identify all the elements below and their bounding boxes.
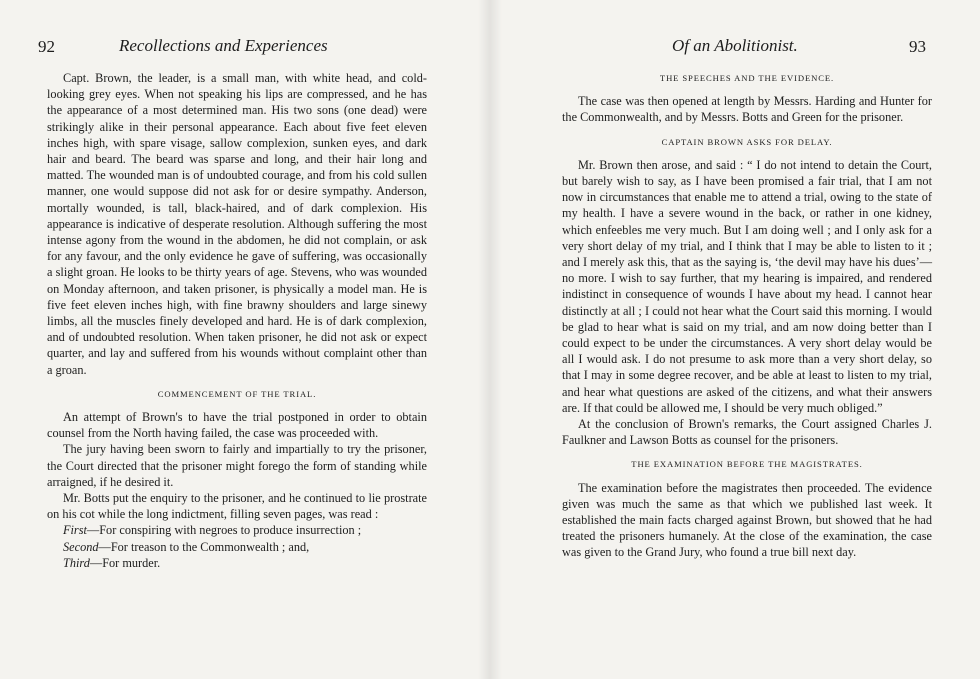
paragraph-jury-sworn: The jury having been sworn to fairly and impartially to try the prisoner, the Court directed that the prisoner might forego the form of standing while arraigned, if he desired it. <box>47 442 427 489</box>
page-number-right: 93 <box>909 37 926 56</box>
paragraph-trial-postponed: An attempt of Brown's to have the trial postponed in order to obtain counsel from the North having failed, the case was proceeded with. <box>47 410 427 441</box>
section-heading-speeches: THE SPEECHES AND THE EVIDENCE. <box>659 73 835 83</box>
charge-item <box>47 522 427 538</box>
right-page <box>490 0 980 679</box>
paragraph-indictment-read: Mr. Botts put the enquiry to the prisoner, and he continued to lie prostrate on his cot while the long indictment, filling seven pages, was read : <box>47 491 427 522</box>
running-title-right: Of an Abolitionist. <box>672 36 798 55</box>
charge-text: —For murder. <box>89 555 161 570</box>
paragraph-brown-speech: Mr. Brown then arose, and said : “ I do not intend to detain the Court, but barely wish to say, as I have been promised a fair trial, that I am not now in circumstances that enable me to attend a trial, owing to the state of my health. I have a severe wound in the back, or rather in one kidney, which enfeebles me very much. But I am doing well ; and I only ask for a very short delay of my trial, and I think that I may be able to listen to it ; and I merely ask this, that as the saying is, ‘the devil may have his dues’—no more. I wish to say further, that my hearing is impaired, and rendered indistinct in consequence of wounds I have about my head. I cannot hear distinctly at all ; I could not hear what the Court said this morning. I would be glad to hear what is said on my trial, and am now doing better than I could expect to be under the circumstances. A very short delay would be all I would ask. I do not presume to ask more than a very short delay, so that I may in some degree recover, and be able at least to listen to my trial, and hear what questions are asked of the citizens, and what their answers are. If that could be allowed me, I should be very much obliged.” <box>562 157 932 415</box>
left-text-column <box>47 70 427 571</box>
paragraph-examination: The examination before the magistrates then proceeded. The evidence given was much the same as that which we published last week. It established the main facts charged against Brown, but showed that he had treated the prisoners humanely. At the close of the examination, the case was given to the Grand Jury, who found a true bill next day. <box>562 480 932 560</box>
charge-label: Second <box>63 539 99 554</box>
page-number-left: 92 <box>38 37 55 56</box>
right-text-column <box>562 68 932 561</box>
charge-item <box>47 555 427 571</box>
charge-text: —For treason to the Commonwealth ; and, <box>98 539 310 554</box>
section-heading-delay: CAPTAIN BROWN ASKS FOR DELAY. <box>661 136 833 147</box>
charge-label: First <box>63 523 87 538</box>
paragraph-brown-description: Capt. Brown, the leader, is a small man, with white head, and cold-looking grey eyes. When not speaking his lips are compressed, and he has the appearance of a most determined man. His two sons (one dead) were strikingly alike in their personal appearance. Each about five feet eleven inches high, with spare visage, sallow complexion, sunken eyes, and dark hair and beard. The beard was sparse and long, and their hair long and matted. The wounded man is of undoubted courage, and from his cold sullen manner, one would suppose did not ask for or desire sympathy. Anderson, mortally wounded, is tall, black-haired, and of dark complexion. His appearance is indicative of desperate resolution. Although suffering the most intense agony from the wound in the abdomen, he did not complain, or ask for any favour, and the only evidence he gave of suffering, was occasionally a slight groan. He looks to be thirty years of age. Stevens, who was wounded on Monday afternoon, and taken prisoner, is physically a model man. He is five feet eleven inches high, with fine brawny shoulders and large sinewy limbs, all the muscles finely developed and hard. He is of dark complexion, and of undoubted resolution. When taken prisoner, he did not ask or expect quarter, and lay and suffered from his wounds without complaint other than a groan. <box>47 71 427 377</box>
running-title-left: Recollections and Experiences <box>119 36 328 55</box>
section-heading-commencement: COMMENCEMENT OF THE TRIAL. <box>157 388 317 399</box>
charge-label: Third <box>63 555 90 570</box>
charge-item <box>47 539 427 555</box>
paragraph-counsel-assigned: At the conclusion of Brown's remarks, the Court assigned Charles J. Faulkner and Lawson Botts as counsel for the prisoners. <box>562 417 932 448</box>
section-heading-examination: THE EXAMINATION BEFORE THE MAGISTRATES. <box>631 459 863 470</box>
charge-text: —For conspiring with negroes to produce insurrection ; <box>86 523 362 538</box>
paragraph-case-opened: The case was then opened at length by Messrs. Harding and Hunter for the Commonwealth, and by Messrs. Botts and Green for the prisoner. <box>562 94 932 125</box>
